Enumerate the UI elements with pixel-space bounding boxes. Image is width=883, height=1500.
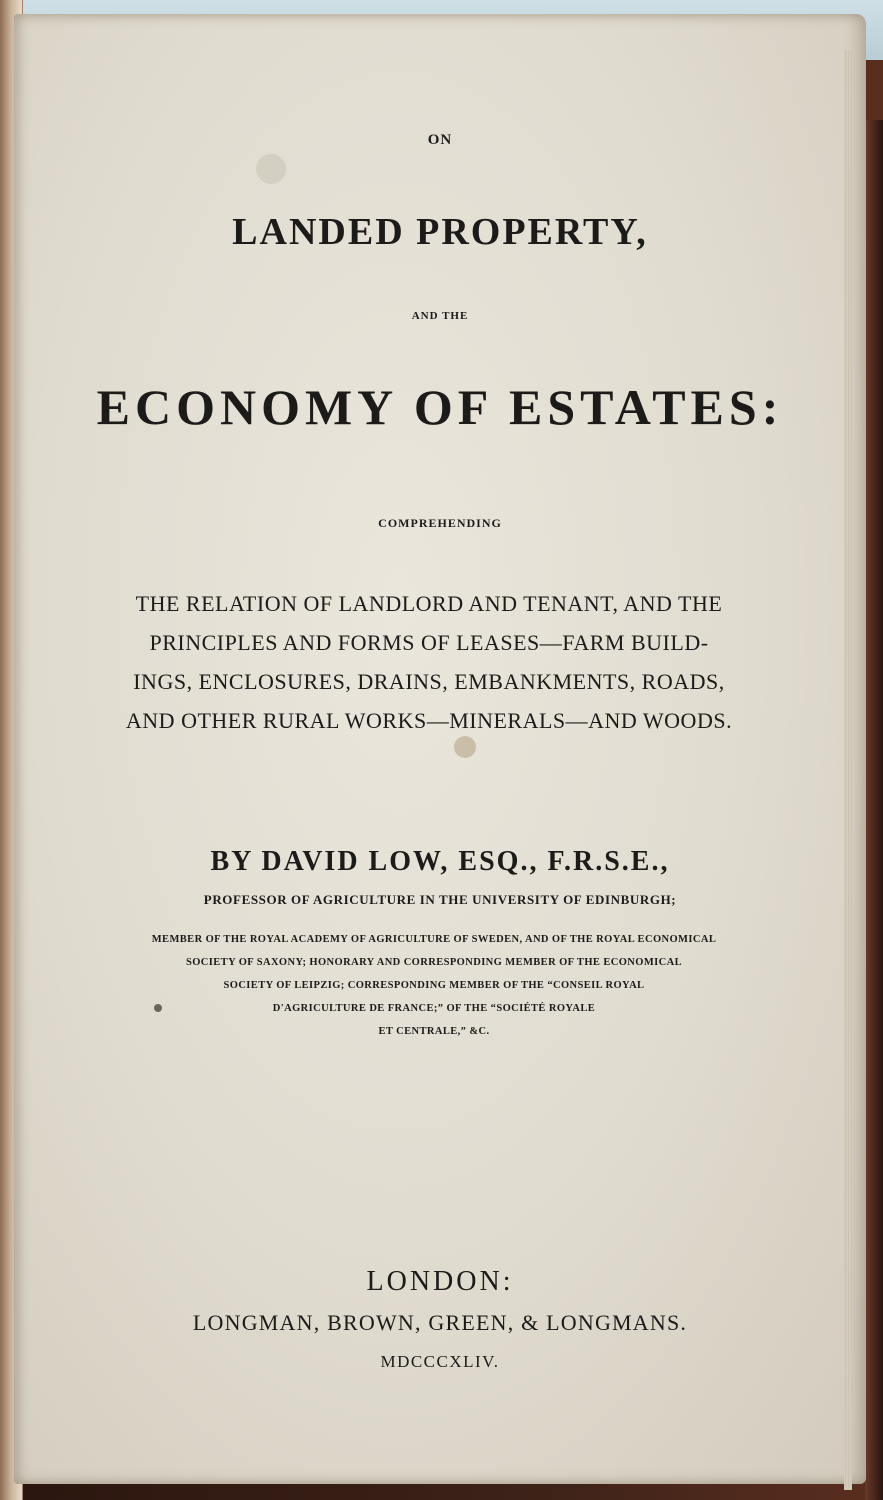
description-line: THE RELATION OF LANDLORD AND TENANT, AND THE [135, 591, 723, 616]
imprint-place: LONDON: [366, 1266, 514, 1297]
book-cover-board [865, 120, 883, 1500]
title-conjunction: AND THE [411, 310, 469, 322]
author-professorship: PROFESSOR OF AGRICULTURE IN THE UNIVERSITY OF EDINBURGH; [203, 892, 677, 907]
credentials-line: MEMBER OF THE ROYAL ACADEMY OF AGRICULTURE OF SWEDEN, AND OF THE ROYAL ECONOMICAL [151, 934, 717, 945]
credentials-line: D'AGRICULTURE DE FRANCE;” OF THE “SOCIÉTÉ ROYALE [272, 1003, 596, 1014]
credentials-line: SOCIETY OF SAXONY; HONORARY AND CORRESPONDING MEMBER OF THE ECONOMICAL [186, 957, 682, 968]
author-line: BY DAVID LOW, ESQ., F.R.S.E., [210, 846, 670, 877]
credentials-line: SOCIETY OF LEIPZIG; CORRESPONDING MEMBER OF THE “CONSEIL ROYAL [223, 980, 645, 991]
title-line-2: ECONOMY OF ESTATES: [96, 379, 784, 435]
description-line: INGS, ENCLOSURES, DRAINS, EMBANKMENTS, ROADS, [133, 669, 725, 694]
imprint-publisher: LONGMAN, BROWN, GREEN, & LONGMANS. [192, 1310, 688, 1335]
title-prefix: ON [427, 132, 453, 148]
foxing-spot [256, 154, 286, 184]
description-line: AND OTHER RURAL WORKS—MINERALS—AND WOODS. [125, 708, 733, 733]
subject-description [84, 584, 774, 740]
title-page [14, 14, 866, 1484]
title-line-1: LANDED PROPERTY, [232, 211, 648, 253]
imprint-year: MDCCCXLIV. [380, 1352, 500, 1371]
credentials-line: ET CENTRALE,” &C. [378, 1026, 490, 1037]
author-credentials [94, 928, 774, 1043]
description-line: PRINCIPLES AND FORMS OF LEASES—FARM BUILD- [149, 630, 709, 655]
comprehending-label: COMPREHENDING [378, 516, 502, 530]
